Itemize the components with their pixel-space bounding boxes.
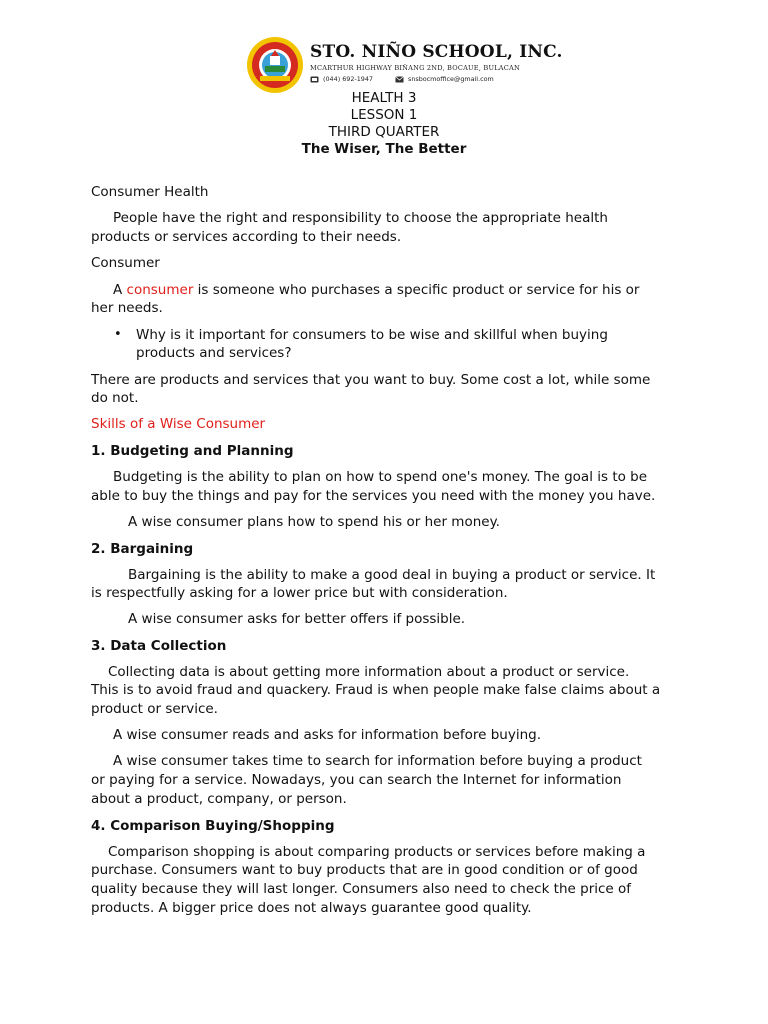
- paragraph-line: This is to avoid fraud and quackery. Fraud is when people make false claims about a: [91, 682, 661, 698]
- paragraph-line: products. A bigger price does not always guarantee good quality.: [91, 900, 532, 916]
- paragraph-line: People have the right and responsibility to choose the appropriate health: [113, 210, 608, 226]
- paragraph-line: Comparison shopping is about comparing products or services before making a: [108, 844, 646, 860]
- phone-icon: [310, 76, 319, 83]
- paragraph-line: products or services according to their needs.: [91, 229, 402, 245]
- paragraph-line: do not.: [91, 390, 139, 406]
- skill-heading-data-collection: 3. Data Collection: [91, 638, 227, 654]
- mail-icon: [395, 76, 404, 83]
- paragraph-line: is respectfully asking for a lower price but with consideration.: [91, 585, 508, 601]
- paragraph-line: quality because they will last longer. Consumers also need to check the price of: [91, 881, 632, 897]
- lesson-heading: LESSON 1: [350, 107, 418, 123]
- definition-text: is someone who purchases a specific product or service for his or: [193, 282, 640, 298]
- skill-note: A wise consumer plans how to spend his or her money.: [128, 514, 500, 530]
- paragraph-line: A wise consumer takes time to search for information before buying a product: [113, 753, 642, 769]
- lesson-title: The Wiser, The Better: [301, 141, 467, 157]
- paragraph-line: Bargaining is the ability to make a good deal in buying a product or service. It: [128, 567, 656, 583]
- subject-heading: HEALTH 3: [351, 90, 417, 106]
- paragraph-line: purchase. Consumers want to buy products that are in good condition or of good: [91, 862, 638, 878]
- bullet-icon: •: [114, 327, 122, 342]
- section-heading-consumer-health: Consumer Health: [91, 184, 209, 200]
- skill-heading-comparison-shopping: 4. Comparison Buying/Shopping: [91, 818, 335, 834]
- consumer-term: consumer: [126, 282, 194, 298]
- definition-prefix: A: [113, 282, 127, 298]
- bullet-question-line: products and services?: [136, 345, 292, 361]
- skill-note: A wise consumer reads and asks for information before buying.: [113, 727, 542, 743]
- paragraph-line: about a product, company, or person.: [91, 791, 347, 807]
- paragraph-line: There are products and services that you want to buy. Some cost a lot, while some: [91, 372, 651, 388]
- contact-row: [310, 75, 494, 83]
- quarter-heading: THIRD QUARTER: [328, 124, 440, 140]
- email-address: snsbocmoffice@gmail.com: [407, 75, 494, 83]
- paragraph-line: Collecting data is about getting more information about a product or service.: [108, 664, 630, 680]
- school-seal-logo: [246, 36, 304, 94]
- paragraph-line: her needs.: [91, 300, 163, 316]
- definition-line: [113, 281, 639, 300]
- skills-heading: Skills of a Wise Consumer: [91, 416, 266, 432]
- skill-heading-budgeting: 1. Budgeting and Planning: [91, 443, 294, 459]
- paragraph-line: product or service.: [91, 701, 218, 717]
- paragraph-line: or paying for a service. Nowadays, you can search the Internet for information: [91, 772, 622, 788]
- school-name: STO. NIÑO SCHOOL, INC.: [310, 42, 563, 62]
- paragraph-line: able to buy the things and pay for the services you need with the money you have.: [91, 488, 656, 504]
- letterhead: [246, 34, 563, 94]
- skill-note: A wise consumer asks for better offers if possible.: [128, 611, 466, 627]
- phone-number: (044) 692-1947: [323, 75, 373, 83]
- bullet-question-line: Why is it important for consumers to be wise and skillful when buying: [136, 327, 608, 343]
- section-heading-consumer: Consumer: [91, 255, 160, 271]
- school-address: MCARTHUR HIGHWAY BIÑANG 2ND, BOCAUE, BULACAN: [310, 64, 520, 72]
- paragraph-line: Budgeting is the ability to plan on how to spend one's money. The goal is to be: [113, 469, 648, 485]
- skill-heading-bargaining: 2. Bargaining: [91, 541, 194, 557]
